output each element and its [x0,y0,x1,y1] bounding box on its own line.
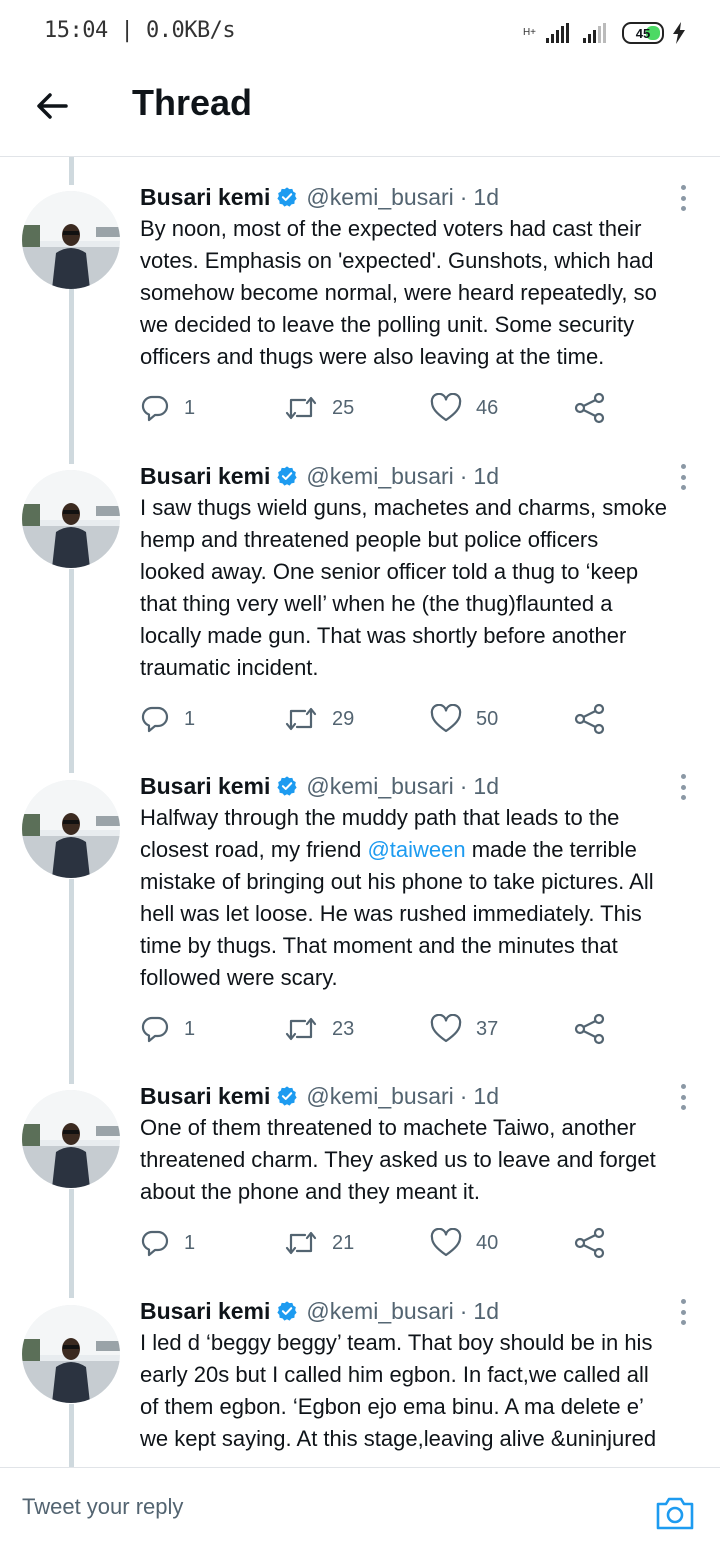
arrow-left-icon [32,86,72,126]
tweet-time: 1d [473,1082,500,1109]
status-bar [0,0,720,66]
reply-button[interactable] [140,1223,195,1263]
page-title: Thread [132,82,253,123]
share-icon [574,1227,606,1259]
reply-input[interactable] [22,1494,522,1520]
network-type: H+ [522,27,536,38]
more-options-icon[interactable] [676,1299,690,1325]
heart-icon [430,393,462,423]
retweet-button[interactable] [284,699,354,739]
like-count: 40 [476,1231,499,1254]
author-name[interactable]: Busari kemi [140,183,271,210]
more-options-icon[interactable] [676,464,690,490]
retweet-icon [284,1228,318,1258]
avatar[interactable] [22,470,120,568]
text-line: looked away. One senior officer told a thug to ‘keep [140,559,639,584]
tweet[interactable] [0,1295,720,1467]
verified-badge-icon [276,1085,298,1107]
author-handle[interactable]: @kemi_busari [306,772,454,799]
retweet-count: 25 [332,396,355,419]
heart-icon [430,704,462,734]
reply-button[interactable] [140,1009,195,1049]
retweet-button[interactable] [284,1009,354,1049]
reply-count: 1 [184,396,196,419]
author-name[interactable]: Busari kemi [140,1297,271,1324]
signal-icon [546,23,569,43]
author-handle[interactable]: @kemi_busari [306,183,454,210]
like-button[interactable] [430,388,498,428]
reply-count: 1 [184,707,196,730]
retweet-count: 21 [332,1231,355,1254]
reply-icon [140,1014,170,1044]
retweet-icon [284,1014,318,1044]
mention-link[interactable]: @taiween [367,837,466,862]
text-line: One of them threatened to machete Taiwo, another [140,1115,637,1140]
reply-count: 1 [184,1231,196,1254]
avatar[interactable] [22,1090,120,1188]
text-line: followed were scary. [140,965,338,990]
verified-badge-icon [276,465,298,487]
separator-dot: · [459,772,468,799]
text-line: locally made gun. That was shortly before another [140,623,627,648]
avatar[interactable] [22,191,120,289]
separator-dot: · [459,462,468,489]
tweet-time: 1d [473,1297,500,1324]
share-button[interactable] [574,699,606,739]
text-line: about the phone and they meant it. [140,1179,481,1204]
text-line: we decided to leave the polling unit. Some security [140,312,635,337]
author-name[interactable]: Busari kemi [140,772,271,799]
tweet-actions [140,699,620,739]
tweet-actions [140,388,620,428]
tweet-actions [140,1009,620,1049]
separator-dot: · [459,1297,468,1324]
separator-dot: · [459,183,468,210]
text-line: early 20s but I called him egbon. In fact,we called all [140,1362,649,1387]
text-line: threatened charm. They asked us to leave and forget [140,1147,656,1172]
battery-icon [622,22,664,44]
author-handle[interactable]: @kemi_busari [306,1297,454,1324]
text-line: Halfway through the muddy path that leads to the [140,805,620,830]
tweet[interactable] [0,1080,720,1280]
heart-icon [430,1228,462,1258]
like-count: 37 [476,1017,499,1040]
retweet-button[interactable] [284,388,354,428]
like-button[interactable] [430,699,498,739]
camera-button[interactable] [654,1492,696,1534]
like-count: 50 [476,707,499,730]
text-line: traumatic incident. [140,655,319,680]
charging-icon [672,22,686,44]
tweet[interactable] [0,181,720,441]
reply-count: 1 [184,1017,196,1040]
author-name[interactable]: Busari kemi [140,462,271,489]
author-name[interactable]: Busari kemi [140,1082,271,1109]
battery-level: 45 [635,25,651,41]
author-handle[interactable]: @kemi_busari [306,1082,454,1109]
tweet-time: 1d [473,772,500,799]
text-segment: made the terrible [465,837,637,862]
tweet[interactable] [0,770,720,1070]
signal-2-icon [583,23,606,43]
share-button[interactable] [574,1009,606,1049]
reply-button[interactable] [140,699,195,739]
text-line: votes. Emphasis on 'expected'. Gunshots, which had [140,248,654,273]
reply-icon [140,393,170,423]
text-line: mistake of bringing out his phone to take pictures. All [140,869,654,894]
text-line: officers and thugs were also leaving at the time. [140,344,605,369]
avatar[interactable] [22,780,120,878]
text-line: that thing very well’ when he (the thug)flaunted a [140,591,613,616]
like-button[interactable] [430,1009,498,1049]
retweet-button[interactable] [284,1223,354,1263]
text-line: we kept saying. At this stage,leaving alive &uninjured [140,1426,657,1451]
reply-bar [0,1467,720,1561]
tweet-text [140,213,710,373]
text-line [140,834,710,866]
tweet-time: 1d [473,462,500,489]
author-handle[interactable]: @kemi_busari [306,462,454,489]
text-line: I saw thugs wield guns, machetes and charms, smoke [140,495,668,520]
tweet-text [140,1327,710,1455]
heart-icon [430,1014,462,1044]
share-button[interactable] [574,388,606,428]
status-icons [523,18,686,48]
text-line: I led d ‘beggy beggy’ team. That boy should be in his [140,1330,653,1355]
back-button[interactable] [32,86,72,126]
tweet-text [140,1112,710,1208]
separator-dot: · [459,1082,468,1109]
retweet-icon [284,704,318,734]
text-segment: closest road, my friend [140,837,368,862]
tweet-actions [140,1223,620,1263]
share-icon [574,392,606,424]
more-options-icon[interactable] [676,185,690,211]
reply-button[interactable] [140,388,195,428]
reply-icon [140,1228,170,1258]
verified-badge-icon [276,186,298,208]
tweet-time: 1d [473,183,500,210]
more-options-icon[interactable] [676,774,690,800]
more-options-icon[interactable] [676,1084,690,1110]
like-count: 46 [476,396,499,419]
tweet-text [140,802,710,994]
share-icon [574,703,606,735]
verified-badge-icon [276,775,298,797]
share-icon [574,1013,606,1045]
tweet-text [140,492,710,684]
retweet-count: 29 [332,707,355,730]
avatar[interactable] [22,1305,120,1403]
camera-icon [654,1492,696,1534]
like-button[interactable] [430,1223,498,1263]
text-line: hemp and threatened people but police officers [140,527,599,552]
tweet[interactable] [0,460,720,760]
status-time: 15:04 | 0.0KB/s [44,18,236,43]
header [0,66,720,157]
text-line: time by thugs. That moment and the minutes that [140,933,618,958]
thread-feed [0,157,720,1467]
share-button[interactable] [574,1223,606,1263]
verified-badge-icon [276,1300,298,1322]
retweet-icon [284,393,318,423]
text-line: somehow become normal, were heard repeatedly, so [140,280,657,305]
text-line: of them egbon. ‘Egbon ejo ema binu. A ma delete e’ [140,1394,644,1419]
reply-icon [140,704,170,734]
text-line: By noon, most of the expected voters had cast their [140,216,642,241]
retweet-count: 23 [332,1017,355,1040]
text-line: hell was let loose. He was rushed immediately. This [140,901,642,926]
